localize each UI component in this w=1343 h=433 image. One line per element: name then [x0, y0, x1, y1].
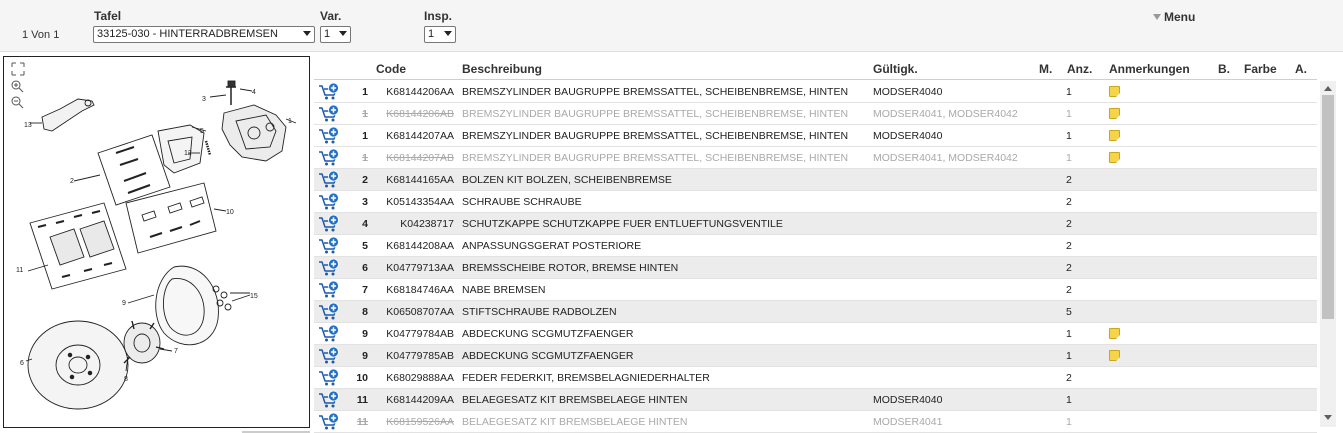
row-position: 1: [362, 108, 368, 120]
row-code[interactable]: K68144165AA: [386, 174, 454, 186]
table-row[interactable]: [314, 191, 1317, 213]
row-code[interactable]: K04779785AB: [386, 350, 454, 362]
menu-label: Menu: [1164, 10, 1196, 24]
row-code[interactable]: K68144209AA: [386, 394, 454, 406]
table-row[interactable]: [314, 81, 1317, 103]
callout-7: 7: [174, 348, 178, 355]
col-farbe[interactable]: Farbe: [1244, 62, 1277, 76]
note-icon[interactable]: [1109, 86, 1120, 97]
scroll-down-icon[interactable]: [1324, 415, 1332, 420]
col-m[interactable]: M.: [1039, 62, 1053, 76]
callout-15: 15: [250, 293, 258, 300]
row-position: 1: [362, 152, 368, 164]
table-scrollbar[interactable]: [1320, 81, 1336, 427]
col-anmerkungen[interactable]: Anmerkungen: [1109, 62, 1190, 76]
add-to-cart-icon[interactable]: [318, 104, 340, 124]
row-description: BOLZEN KIT BOLZEN, SCHEIBENBREMSE: [462, 174, 672, 186]
table-row[interactable]: [314, 345, 1317, 367]
callout-6: 6: [20, 360, 24, 367]
row-description: ABDECKUNG SCGMUTZFAENGER: [462, 328, 634, 340]
insp-select-value: 1: [428, 28, 435, 40]
brake-assembly-illustration: [4, 57, 310, 428]
row-validity: MODSER4040: [873, 130, 943, 142]
callout-11: 11: [16, 267, 24, 274]
scrollbar-thumb[interactable]: [1322, 95, 1334, 319]
row-description: SCHUTZKAPPE SCHUTZKAPPE FUER ENTLUEFTUNGSVENTILE: [462, 218, 783, 230]
row-quantity: 1: [1066, 130, 1072, 142]
callout-4: 4: [252, 89, 256, 96]
table-row[interactable]: [314, 323, 1317, 345]
row-description: BREMSZYLINDER BAUGRUPPE BREMSSATTEL, SCHEIBENBREMSE, HINTEN: [462, 108, 849, 120]
row-quantity: 2: [1066, 262, 1072, 274]
insp-select[interactable]: [424, 26, 456, 43]
callout-3: 3: [202, 96, 206, 103]
row-quantity: 1: [1066, 416, 1072, 428]
row-quantity: 1: [1066, 152, 1072, 164]
add-to-cart-icon[interactable]: [318, 126, 340, 146]
row-description: BELAEGESATZ KIT BREMSBELAEGE HINTEN: [462, 416, 688, 428]
row-position: 11: [356, 394, 368, 406]
row-validity: MODSER4040: [873, 394, 943, 406]
row-code[interactable]: K04779713AA: [386, 262, 454, 274]
add-to-cart-icon[interactable]: [318, 148, 340, 168]
page-indicator: 1 Von 1: [22, 29, 60, 41]
callout-10: 10: [226, 209, 234, 216]
row-description: BELAEGESATZ KIT BREMSBELAEGE HINTEN: [462, 394, 688, 406]
row-position: 8: [362, 306, 368, 318]
row-description: ANPASSUNGSGERAT POSTERIORE: [462, 240, 642, 252]
add-to-cart-icon[interactable]: [318, 214, 340, 234]
callout-5: 5: [200, 128, 204, 135]
var-select-value: 1: [324, 28, 331, 40]
exploded-view-diagram[interactable]: [3, 56, 310, 428]
chevron-down-icon: [303, 31, 311, 36]
note-icon[interactable]: [1109, 152, 1120, 163]
row-code[interactable]: K68144206AB: [386, 108, 454, 120]
row-position: 9: [362, 328, 368, 340]
add-to-cart-icon[interactable]: [318, 368, 340, 388]
row-position: 7: [362, 284, 368, 296]
row-position: 5: [362, 240, 368, 252]
add-to-cart-icon[interactable]: [318, 302, 340, 322]
row-code[interactable]: K68144207AB: [386, 152, 454, 164]
table-row[interactable]: [314, 257, 1317, 279]
table-row[interactable]: [314, 411, 1317, 433]
chevron-down-icon: [339, 31, 347, 36]
table-row[interactable]: [314, 103, 1317, 125]
add-to-cart-icon[interactable]: [318, 346, 340, 366]
row-quantity: 1: [1066, 86, 1072, 98]
table-row[interactable]: [314, 213, 1317, 235]
table-row[interactable]: [314, 301, 1317, 323]
table-row[interactable]: [314, 389, 1317, 411]
row-quantity: 2: [1066, 218, 1072, 230]
row-code[interactable]: K05143354AA: [386, 196, 454, 208]
table-row[interactable]: [314, 169, 1317, 191]
scroll-up-icon[interactable]: [1324, 86, 1332, 91]
row-position: 11: [356, 416, 368, 428]
col-gueltigk[interactable]: Gültigk.: [873, 62, 918, 76]
row-code[interactable]: K68159526AA: [386, 416, 454, 428]
callout-13: 13: [24, 122, 32, 129]
row-quantity: 2: [1066, 196, 1072, 208]
row-quantity: 1: [1066, 394, 1072, 406]
toolbar: [0, 0, 1343, 52]
note-icon[interactable]: [1109, 328, 1120, 339]
col-anz[interactable]: Anz.: [1067, 62, 1093, 76]
table-row[interactable]: [314, 235, 1317, 257]
row-description: BREMSZYLINDER BAUGRUPPE BREMSSATTEL, SCHEIBENBREMSE, HINTEN: [462, 152, 849, 164]
add-to-cart-icon[interactable]: [318, 390, 340, 410]
zoom-in-icon[interactable]: [10, 79, 26, 93]
row-code[interactable]: K04238717: [400, 218, 454, 230]
callout-8: 8: [124, 376, 128, 383]
tafel-select[interactable]: [93, 26, 315, 43]
row-code[interactable]: K68144207AA: [386, 130, 454, 142]
fit-to-window-icon[interactable]: [10, 62, 26, 76]
add-to-cart-icon[interactable]: [318, 324, 340, 344]
row-code[interactable]: K68144208AA: [386, 240, 454, 252]
add-to-cart-icon[interactable]: [318, 170, 340, 190]
table-row[interactable]: [314, 367, 1317, 389]
row-quantity: 2: [1066, 174, 1072, 186]
add-to-cart-icon[interactable]: [318, 192, 340, 212]
row-description: BREMSZYLINDER BAUGRUPPE BREMSSATTEL, SCHEIBENBREMSE, HINTEN: [462, 130, 849, 142]
row-code[interactable]: K06508707AA: [386, 306, 454, 318]
triangle-down-icon: [1153, 14, 1161, 20]
zoom-out-icon[interactable]: [10, 95, 26, 109]
add-to-cart-icon[interactable]: [318, 82, 340, 102]
row-quantity: 5: [1066, 306, 1072, 318]
row-code[interactable]: K68184746AA: [386, 284, 454, 296]
row-position: 4: [362, 218, 368, 230]
tafel-select-value: 33125-030 - HINTERRADBREMSEN: [97, 28, 278, 40]
row-quantity: 2: [1066, 240, 1072, 252]
table-row[interactable]: [314, 125, 1317, 147]
table-row[interactable]: [314, 279, 1317, 301]
row-description: SCHRAUBE SCHRAUBE: [462, 196, 582, 208]
row-quantity: 1: [1066, 350, 1072, 362]
row-description: ABDECKUNG SCGMUTZFAENGER: [462, 350, 634, 362]
menu-button[interactable]: [1153, 10, 1195, 24]
row-description: NABE BREMSEN: [462, 284, 546, 296]
row-position: 9: [362, 350, 368, 362]
add-to-cart-icon[interactable]: [318, 258, 340, 278]
row-position: 1: [362, 86, 368, 98]
row-validity: MODSER4040: [873, 86, 943, 98]
row-position: 1: [362, 130, 368, 142]
row-position: 3: [362, 196, 368, 208]
parts-table-header: [314, 58, 1317, 80]
col-a[interactable]: A.: [1295, 62, 1307, 76]
add-to-cart-icon[interactable]: [318, 280, 340, 300]
col-code[interactable]: Code: [376, 62, 406, 76]
row-quantity: 2: [1066, 284, 1072, 296]
callout-12: 12: [184, 150, 192, 157]
var-select[interactable]: [320, 26, 351, 43]
note-icon[interactable]: [1109, 130, 1120, 141]
row-code[interactable]: K68144206AA: [386, 86, 454, 98]
col-b[interactable]: B.: [1218, 62, 1230, 76]
row-code[interactable]: K68029888AA: [386, 372, 454, 384]
callout-1: 1: [288, 118, 292, 125]
row-description: STIFTSCHRAUBE RADBOLZEN: [462, 306, 617, 318]
row-validity: MODSER4041, MODSER4042: [873, 152, 1018, 164]
table-row[interactable]: [314, 147, 1317, 169]
note-icon[interactable]: [1109, 108, 1120, 119]
add-to-cart-icon[interactable]: [318, 236, 340, 256]
row-position: 2: [362, 174, 368, 186]
callout-2: 2: [70, 178, 74, 185]
row-code[interactable]: K04779784AB: [386, 328, 454, 340]
row-quantity: 1: [1066, 108, 1072, 120]
row-quantity: 1: [1066, 328, 1072, 340]
add-to-cart-icon[interactable]: [318, 412, 340, 432]
col-beschreibung[interactable]: Beschreibung: [462, 62, 543, 76]
chevron-down-icon: [444, 31, 452, 36]
var-label: Var.: [320, 9, 342, 23]
row-validity: MODSER4041: [873, 416, 943, 428]
parts-table-body: [314, 81, 1317, 433]
row-validity: MODSER4041, MODSER4042: [873, 108, 1018, 120]
insp-label: Insp.: [424, 9, 453, 23]
row-position: 6: [362, 262, 368, 274]
row-description: FEDER FEDERKIT, BREMSBELAGNIEDERHALTER: [462, 372, 710, 384]
row-position: 10: [356, 372, 368, 384]
row-quantity: 2: [1066, 372, 1072, 384]
row-description: BREMSSCHEIBE ROTOR, BREMSE HINTEN: [462, 262, 679, 274]
callout-9: 9: [122, 300, 126, 307]
tafel-label: Tafel: [94, 9, 122, 23]
row-description: BREMSZYLINDER BAUGRUPPE BREMSSATTEL, SCHEIBENBREMSE, HINTEN: [462, 86, 849, 98]
note-icon[interactable]: [1109, 350, 1120, 361]
